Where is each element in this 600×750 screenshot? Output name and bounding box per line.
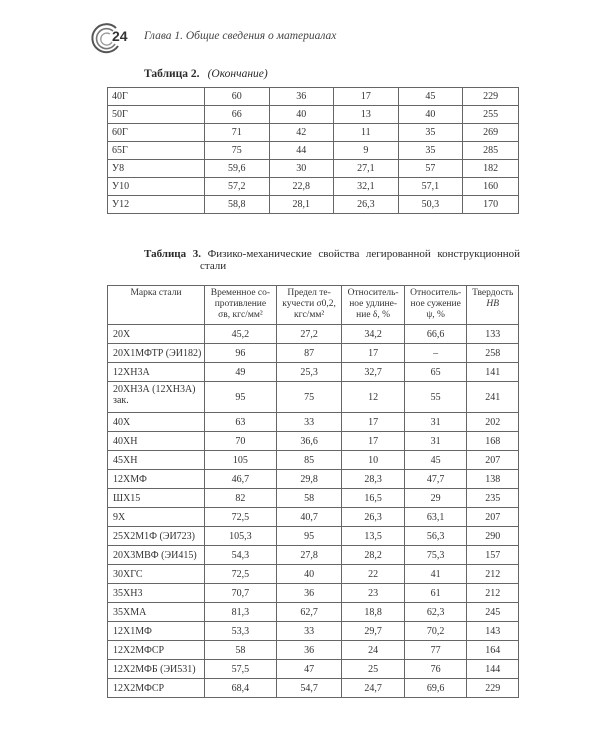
table-cell: 12Х1МФ <box>108 622 205 641</box>
table3 <box>107 285 519 698</box>
table-cell: 62,3 <box>404 603 467 622</box>
table-cell: 157 <box>467 546 519 565</box>
table-cell: 32,7 <box>342 363 405 382</box>
table-cell: 36 <box>276 584 342 603</box>
col-header-text: противление <box>214 299 267 309</box>
table-cell: 269 <box>463 124 519 142</box>
table-cell: 33 <box>276 622 342 641</box>
table-cell: 28,2 <box>342 546 405 565</box>
table-cell: 71 <box>205 124 270 142</box>
table-row <box>108 106 519 124</box>
table-cell: 17 <box>342 413 405 432</box>
table-cell: 25 <box>342 660 405 679</box>
table-cell: 18,8 <box>342 603 405 622</box>
table-cell: 12 <box>342 382 405 413</box>
table-cell: 63 <box>205 413 277 432</box>
table-cell: 54,7 <box>276 679 342 698</box>
table-cell: 35 <box>398 142 463 160</box>
table-cell: 40,7 <box>276 508 342 527</box>
table-header-row <box>108 286 519 325</box>
table-cell: 65Г <box>108 142 205 160</box>
table-cell: У8 <box>108 160 205 178</box>
table-cell: 27,1 <box>334 160 399 178</box>
table-cell: 75,3 <box>404 546 467 565</box>
col-header-text: Относитель- <box>410 288 462 298</box>
table-row <box>108 546 519 565</box>
table-row <box>108 641 519 660</box>
table-cell: 164 <box>467 641 519 660</box>
col-header-text: ное удлине- <box>349 299 398 309</box>
table-cell: У10 <box>108 178 205 196</box>
table-cell: 66 <box>205 106 270 124</box>
col-header-grade <box>108 286 205 325</box>
table-cell: 229 <box>463 88 519 106</box>
table-cell: 70,7 <box>205 584 277 603</box>
table-cell: 70 <box>205 432 277 451</box>
table-cell: 22,8 <box>269 178 334 196</box>
table3-title-line2: стали <box>200 260 227 272</box>
table-cell: 170 <box>463 196 519 214</box>
table2-note: (Окончание) <box>207 68 268 80</box>
table-cell: 50Г <box>108 106 205 124</box>
table-cell: 57,2 <box>205 178 270 196</box>
table-cell: 36 <box>276 641 342 660</box>
table-cell: 138 <box>467 470 519 489</box>
table-cell: 49 <box>205 363 277 382</box>
table-cell: 28,1 <box>269 196 334 214</box>
table-cell: 96 <box>205 344 277 363</box>
table-cell: 69,6 <box>404 679 467 698</box>
col-header-text: кучести σ0,2, <box>282 299 336 309</box>
table-cell: 13,5 <box>342 527 405 546</box>
page-number: 24 <box>112 28 128 44</box>
table-cell: 82 <box>205 489 277 508</box>
table-row <box>108 178 519 196</box>
table-cell: 24 <box>342 641 405 660</box>
table-cell: – <box>404 344 467 363</box>
table-cell: 36 <box>269 88 334 106</box>
table-row <box>108 451 519 470</box>
col-header-elongation <box>342 286 405 325</box>
table-cell: 72,5 <box>205 565 277 584</box>
table-cell: 25Х2М1Ф (ЭИ723) <box>108 527 205 546</box>
table-cell: 25,3 <box>276 363 342 382</box>
table-cell: 29,8 <box>276 470 342 489</box>
table-cell: 53,3 <box>205 622 277 641</box>
table-cell: 54,3 <box>205 546 277 565</box>
table-cell: 95 <box>276 527 342 546</box>
table-cell: 105,3 <box>205 527 277 546</box>
table-cell: 17 <box>342 432 405 451</box>
table-cell: 32,1 <box>334 178 399 196</box>
col-header-hardness <box>467 286 519 325</box>
table-cell: 12ХН3А <box>108 363 205 382</box>
table-cell: 36,6 <box>276 432 342 451</box>
table-row <box>108 196 519 214</box>
table-cell: 22 <box>342 565 405 584</box>
table-cell: 10 <box>342 451 405 470</box>
table-cell: 182 <box>463 160 519 178</box>
table-cell: 31 <box>404 413 467 432</box>
col-header-text: Марка стали <box>130 288 182 298</box>
table-cell: 58,8 <box>205 196 270 214</box>
table-cell: 27,8 <box>276 546 342 565</box>
table-row <box>108 603 519 622</box>
table-cell: 26,3 <box>342 508 405 527</box>
table-cell: 57 <box>398 160 463 178</box>
chapter-title: Глава 1. Общие сведения о материалах <box>144 30 337 42</box>
table-cell: 241 <box>467 382 519 413</box>
table-row <box>108 124 519 142</box>
col-header-text: Предел те- <box>287 288 331 298</box>
table-cell: 66,6 <box>404 325 467 344</box>
table-cell: 60Г <box>108 124 205 142</box>
table-cell: 45 <box>398 88 463 106</box>
table-cell: 20Х <box>108 325 205 344</box>
table-row <box>108 527 519 546</box>
table-cell: 42 <box>269 124 334 142</box>
table-row <box>108 413 519 432</box>
table2 <box>107 87 519 214</box>
col-header-text: Твердость <box>472 288 514 298</box>
table-cell: 24,7 <box>342 679 405 698</box>
table-cell: 20ХН3А (12ХН3А) зак. <box>108 382 205 413</box>
table-cell: 229 <box>467 679 519 698</box>
table-cell: 40 <box>269 106 334 124</box>
table-cell: 12Х2МФСР <box>108 679 205 698</box>
table-cell: 45,2 <box>205 325 277 344</box>
table-cell: 40 <box>398 106 463 124</box>
table-cell: 81,3 <box>205 603 277 622</box>
table-cell: 70,2 <box>404 622 467 641</box>
table-cell: 141 <box>467 363 519 382</box>
table-cell: 40ХН <box>108 432 205 451</box>
table-cell: 23 <box>342 584 405 603</box>
table-cell: 40Г <box>108 88 205 106</box>
col-header-yield <box>276 286 342 325</box>
col-header-text: Временное со- <box>210 288 271 298</box>
table-cell: 290 <box>467 527 519 546</box>
table-cell: 207 <box>467 451 519 470</box>
table-cell: 62,7 <box>276 603 342 622</box>
table-cell: 63,1 <box>404 508 467 527</box>
table-cell: 75 <box>205 142 270 160</box>
table-cell: 87 <box>276 344 342 363</box>
table3-label: Таблица 3. <box>144 248 201 260</box>
table-cell: 28,3 <box>342 470 405 489</box>
table-row <box>108 142 519 160</box>
table-cell: 31 <box>404 432 467 451</box>
table-cell: 17 <box>342 344 405 363</box>
table-cell: 34,2 <box>342 325 405 344</box>
table-cell: 57,1 <box>398 178 463 196</box>
table-cell: 33 <box>276 413 342 432</box>
table-cell: 207 <box>467 508 519 527</box>
table-row <box>108 489 519 508</box>
table-cell: 40Х <box>108 413 205 432</box>
table-cell: 47,7 <box>404 470 467 489</box>
table-cell: 77 <box>404 641 467 660</box>
table-cell: 58 <box>276 489 342 508</box>
table-cell: 61 <box>404 584 467 603</box>
table-cell: 30 <box>269 160 334 178</box>
col-header-text: кгс/мм² <box>293 310 325 320</box>
table-cell: 72,5 <box>205 508 277 527</box>
table-row <box>108 508 519 527</box>
table-cell: 45ХН <box>108 451 205 470</box>
table-cell: 50,3 <box>398 196 463 214</box>
table-cell: 57,5 <box>205 660 277 679</box>
table-row <box>108 679 519 698</box>
table-cell: 202 <box>467 413 519 432</box>
table-cell: 20Х3МВФ (ЭИ415) <box>108 546 205 565</box>
table-cell: 20Х1МФТР (ЭИ182) <box>108 344 205 363</box>
table2-caption <box>144 68 268 80</box>
table3-caption <box>144 248 520 272</box>
table-cell: 40 <box>276 565 342 584</box>
table-cell: 13 <box>334 106 399 124</box>
table-cell: 29 <box>404 489 467 508</box>
table-row <box>108 88 519 106</box>
table-cell: 105 <box>205 451 277 470</box>
table-cell: 68,4 <box>205 679 277 698</box>
table-row <box>108 622 519 641</box>
table-cell: 9 <box>334 142 399 160</box>
table-cell: 95 <box>205 382 277 413</box>
table-cell: 35 <box>398 124 463 142</box>
table-row <box>108 325 519 344</box>
table-cell: 44 <box>269 142 334 160</box>
table-row <box>108 160 519 178</box>
table-cell: 245 <box>467 603 519 622</box>
table-row <box>108 382 519 413</box>
table-cell: 58 <box>205 641 277 660</box>
table-cell: 255 <box>463 106 519 124</box>
col-header-text: ное сужение <box>410 299 461 309</box>
table-cell: 12ХМФ <box>108 470 205 489</box>
table-cell: 212 <box>467 565 519 584</box>
table-cell: 47 <box>276 660 342 679</box>
table-cell: 55 <box>404 382 467 413</box>
table-cell: 41 <box>404 565 467 584</box>
table-cell: 258 <box>467 344 519 363</box>
table-cell: 235 <box>467 489 519 508</box>
table-cell: 143 <box>467 622 519 641</box>
col-header-tensile <box>205 286 277 325</box>
table-cell: 9Х <box>108 508 205 527</box>
col-header-text: ние δ, % <box>356 310 391 320</box>
table-row <box>108 470 519 489</box>
table-cell: 35ХН3 <box>108 584 205 603</box>
table-cell: 17 <box>334 88 399 106</box>
table-cell: 60 <box>205 88 270 106</box>
col-header-text: HB <box>486 299 500 309</box>
table-row <box>108 344 519 363</box>
table-cell: 27,2 <box>276 325 342 344</box>
table-cell: 212 <box>467 584 519 603</box>
table-cell: 75 <box>276 382 342 413</box>
table-cell: 11 <box>334 124 399 142</box>
table-cell: 144 <box>467 660 519 679</box>
col-header-text: Относитель- <box>347 288 399 298</box>
page-header <box>88 22 528 62</box>
table-row <box>108 432 519 451</box>
table-cell: 285 <box>463 142 519 160</box>
table-cell: 16,5 <box>342 489 405 508</box>
table-cell: 46,7 <box>205 470 277 489</box>
table-cell: 30ХГС <box>108 565 205 584</box>
table-cell: 133 <box>467 325 519 344</box>
table-cell: 35ХМА <box>108 603 205 622</box>
table-row <box>108 565 519 584</box>
table-cell: 59,6 <box>205 160 270 178</box>
col-header-text: ψ, % <box>426 310 445 320</box>
table-cell: 160 <box>463 178 519 196</box>
table-cell: ШХ15 <box>108 489 205 508</box>
table-cell: 65 <box>404 363 467 382</box>
table-cell: 26,3 <box>334 196 399 214</box>
table2-label: Таблица 2. <box>144 68 200 80</box>
table-row <box>108 660 519 679</box>
table-cell: У12 <box>108 196 205 214</box>
table3-title-line1: Физико-механические свойства легированной конструкционной <box>207 248 520 260</box>
table-cell: 12Х2МФБ (ЭИ531) <box>108 660 205 679</box>
table-row <box>108 584 519 603</box>
table-cell: 12Х2МФСР <box>108 641 205 660</box>
table-cell: 45 <box>404 451 467 470</box>
col-header-text: σв, кгс/мм² <box>218 310 263 320</box>
table-cell: 85 <box>276 451 342 470</box>
table-cell: 29,7 <box>342 622 405 641</box>
col-header-reduction <box>404 286 467 325</box>
table-row <box>108 363 519 382</box>
table-cell: 168 <box>467 432 519 451</box>
table-cell: 56,3 <box>404 527 467 546</box>
table3-title <box>144 248 520 260</box>
table-cell: 76 <box>404 660 467 679</box>
